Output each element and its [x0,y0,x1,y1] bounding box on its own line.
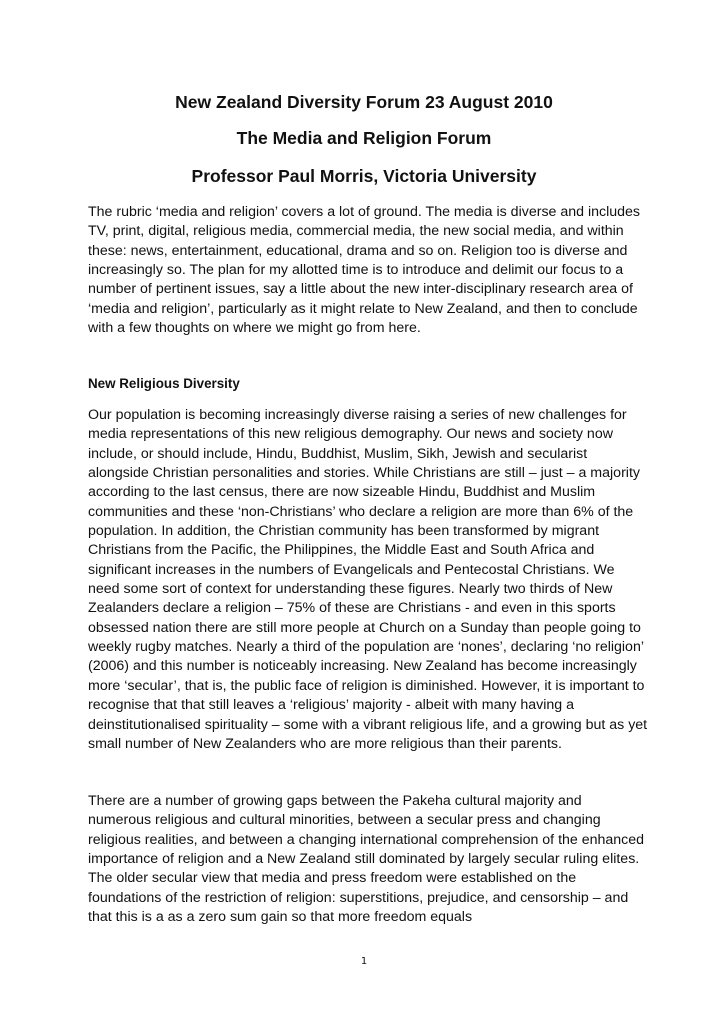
section-heading: New Religious Diversity [88,376,240,391]
intro-paragraph: The rubric ‘media and religion’ covers a lot of ground. The media is diverse and includes TV, print, digital, religious media, commercial media, the new social media, and within these: news, entertainment, educational, drama and so on. Religion too is diverse and increasingly so. The plan for my allotted time is to introduce and delimit our focus to a number of pertinent issues, say a little about the new inter-disciplinary research area of ‘media and religion’, particularly as it might relate to New Zealand, and then to conclude with a few thoughts on where we might go from here. [88,204,641,337]
forum-title: New Zealand Diversity Forum 23 August 2010 [175,92,553,112]
diversity-paragraph: Our population is becoming increasingly diverse raising a series of new challenges for media representations of this new religious demography. Our news and society now include, or should include, Hindu, Buddhist, Muslim, Sikh, Jewish and secularist alongside Christian personalities and stories. While Christians are still – just – a majority according to the last census, there are now sizeable Hindu, Buddhist and Muslim communities and these ‘non-Christians’ who declare a religion are more than 6% of the population. In addition, the Christian community has been transformed by migrant Christians from the Pacific, the Philippines, the Middle East and South Africa and significant increases in the numbers of Evangelicals and Pentecostal Christians. We need some sort of context for understanding these figures. Nearly two thirds of New Zealanders declare a religion – 75% of these are Christians - and even in this sports obsessed nation there are still more people at Church on a Sunday than people going to weekly rugby matches. Nearly a third of the population are ‘nones’, declaring ‘no religion’ (2006) and this number is noticeably increasing. New Zealand has become increasingly more ‘secular’, that is, the public face of religion is diminished. However, it is important to recognise that that still leaves a ‘religious’ majority - albeit with many having a deinstitutionalised spirituality – some with a vibrant religious life, and a growing but as yet small number of New Zealanders who are more religious than their parents. [88,407,648,752]
gaps-paragraph: There are a number of growing gaps between the Pakeha cultural majority and numerous religious and cultural minorities, between a secular press and changing religious realities, and between a changing international comprehension of the enhanced importance of religion and a New Zealand still dominated by largely secular ruling elites. The older secular view that media and press freedom were established on the foundations of the restriction of religion: superstitions, prejudice, and censorship – and that this is a as a zero sum gain so that more freedom equals [88,793,645,926]
page-number: 1 [360,956,368,967]
forum-subtitle: The Media and Religion Forum [236,128,492,148]
speaker-line: Professor Paul Morris, Victoria University [191,166,537,186]
